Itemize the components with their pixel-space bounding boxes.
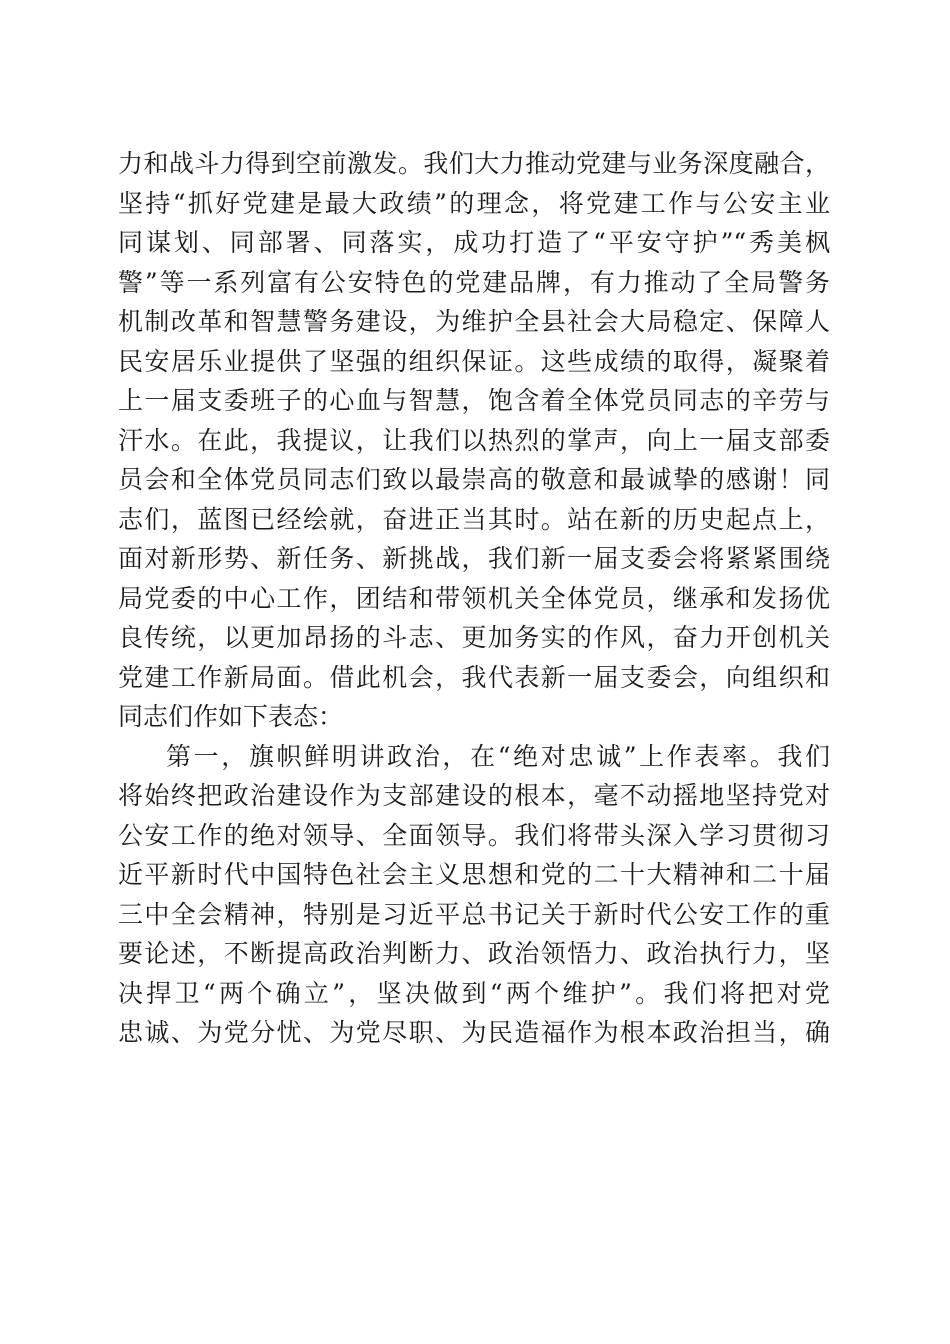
- text-line: 民安居乐业提供了坚强的组织保证。这些成绩的取得，凝聚着: [118, 346, 830, 376]
- text-line: 近平新时代中国特色社会主义思想和党的二十大精神和二十届: [118, 860, 830, 889]
- text-line: 警”等一系列富有公安特色的党建品牌，有力推动了全局警务: [118, 267, 830, 297]
- text-line: 力和战斗力得到空前激发。我们大力推动党建与业务深度融合，: [118, 149, 830, 178]
- text-line: 上一届支委班子的心血与智慧，饱含着全体党员同志的辛劳与: [118, 386, 830, 415]
- text-line: 汗水。在此，我提议，让我们以热烈的掌声，向上一届支部委: [118, 425, 830, 455]
- text-line: 第一，旗帜鲜明讲政治，在“绝对忠诚”上作表率。我们: [166, 741, 830, 771]
- text-line: 坚持“抓好党建是最大政绩”的理念，将党建工作与公安主业: [118, 188, 830, 218]
- text-line: 局党委的中心工作，团结和带领机关全体党员，继承和发扬优: [118, 583, 830, 613]
- text-line: 员会和全体党员同志们致以最崇高的敬意和最诚挚的感谢！同: [118, 465, 830, 494]
- text-line: 同谋划、同部署、同落实，成功打造了“平安守护”“秀美枫: [118, 228, 830, 257]
- text-line: 良传统，以更加昂扬的斗志、更加务实的作风，奋力开创机关: [118, 623, 830, 652]
- text-line: 志们，蓝图已经绘就，奋进正当其时。站在新的历史起点上，: [118, 504, 830, 534]
- text-line: 决捍卫“两个确立”，坚决做到“两个维护”。我们将把对党: [118, 978, 830, 1008]
- text-line: 同志们作如下表态：: [118, 702, 344, 731]
- text-line: 要论述，不断提高政治判断力、政治领悟力、政治执行力，坚: [118, 939, 830, 968]
- text-line: 党建工作新局面。借此机会，我代表新一届支委会，向组织和: [118, 662, 830, 692]
- text-line: 忠诚、为党分忧、为党尽职、为民造福作为根本政治担当，确: [118, 1018, 830, 1047]
- text-line: 将始终把政治建设作为支部建设的根本，毫不动摇地坚持党对: [118, 781, 830, 810]
- text-line: 公安工作的绝对领导、全面领导。我们将带头深入学习贯彻习: [118, 820, 830, 850]
- body-text: [118, 144, 830, 1053]
- text-line: 面对新形势、新任务、新挑战，我们新一届支委会将紧紧围绕: [118, 544, 830, 573]
- text-line: 三中全会精神，特别是习近平总书记关于新时代公安工作的重: [118, 899, 830, 929]
- text-line: 机制改革和智慧警务建设，为维护全县社会大局稳定、保障人: [118, 307, 830, 336]
